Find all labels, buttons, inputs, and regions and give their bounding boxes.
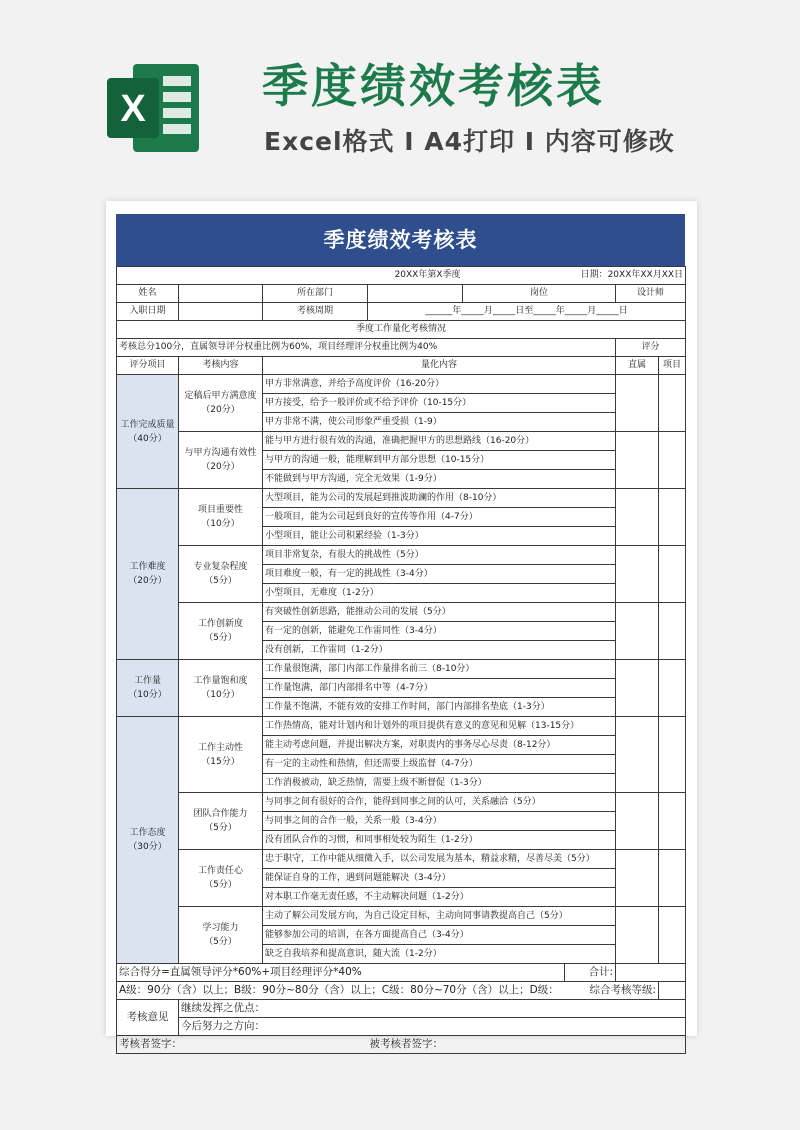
dept-label: 所在部门 xyxy=(263,285,368,303)
sub-item-name: 专业复杂程度 xyxy=(193,562,248,572)
sub-item-name: 定稿后甲方满意度 xyxy=(184,391,257,401)
quant-text: 能够参加公司的培训，在各方面提高自己（3-4分） xyxy=(263,926,616,945)
section-title: 季度工作量化考核情况 xyxy=(117,321,686,339)
page-title: 季度绩效考核表 xyxy=(262,59,605,113)
sub-item-name: 学习能力 xyxy=(202,923,239,933)
group-score: （20分） xyxy=(128,576,167,586)
sub-item-score: （5分） xyxy=(204,880,237,890)
quant-text: 能与甲方进行很有效的沟通，准确把握甲方的思想路线（16-20分） xyxy=(263,432,616,451)
sub-item-name: 工作主动性 xyxy=(197,742,243,753)
project-score-cell[interactable] xyxy=(659,432,686,489)
sub-item-name: 工作创新度 xyxy=(197,619,243,629)
direct-score-cell[interactable] xyxy=(616,850,659,907)
strength-field[interactable]: 继续发挥之优点： xyxy=(179,1000,686,1018)
group-cell xyxy=(117,375,179,489)
quant-text: 主动了解公司发展方向，为自己设定目标，主动向同事请教提高自己（5分） xyxy=(263,907,616,926)
group-score: （40分） xyxy=(128,433,167,444)
date-cell: 日期：20XX年XX月XX日 xyxy=(463,267,686,285)
page-subtitle: Excel格式 I A4打印 I 内容可修改 xyxy=(264,127,675,156)
project-score-cell[interactable] xyxy=(659,717,686,793)
sub-item-score: （20分） xyxy=(201,405,240,415)
group-score: （10分） xyxy=(128,690,167,700)
svg-text:X: X xyxy=(120,88,146,130)
dept-value[interactable] xyxy=(368,285,463,303)
total-value[interactable] xyxy=(616,964,686,982)
sub-item-score: （5分） xyxy=(204,823,237,833)
quant-text: 工作量不饱满，不能有效的安排工作时间，部门内部排名垫底（1-3分） xyxy=(263,698,616,717)
grade-label: 综合考核等级: xyxy=(565,982,659,1000)
header-project: 项目 xyxy=(659,357,686,375)
project-score-cell[interactable] xyxy=(659,375,686,432)
grade-rules: A级：90分（含）以上；B级：90分~80分（含）以上；C级：80分~70分（含）以上；D级： xyxy=(117,982,565,1000)
sheet-title: 季度绩效考核表 xyxy=(116,214,685,266)
improve-field[interactable]: 今后努力之方向： xyxy=(179,1018,686,1036)
sub-item-cell xyxy=(179,850,263,907)
review-period-range[interactable]: ______年_____月_____日至_____年_____月_____日 xyxy=(368,303,686,321)
criteria-row xyxy=(117,375,686,394)
reviewee-signature[interactable]: 被考核者签字： xyxy=(368,1036,686,1054)
quant-text: 工作消极被动，缺乏热情，需要上级不断督促（1-3分） xyxy=(263,774,616,793)
project-score-cell[interactable] xyxy=(659,489,686,546)
criteria-row xyxy=(117,603,686,622)
quant-text: 没有团队合作的习惯，和同事相处较为陌生（1-2分） xyxy=(263,831,616,850)
criteria-row xyxy=(117,850,686,869)
direct-score-cell[interactable] xyxy=(616,546,659,603)
position-label: 岗位 xyxy=(463,285,616,303)
project-score-cell[interactable] xyxy=(659,907,686,964)
criteria-row xyxy=(117,432,686,451)
criteria-row xyxy=(117,793,686,812)
name-value[interactable] xyxy=(179,285,263,303)
quant-text: 能主动考虑问题，并提出解决方案，对职责内的事务尽心尽责（8-12分） xyxy=(263,736,616,755)
quant-text: 甲方非常不满，使公司形象严重受损（1-9） xyxy=(263,413,616,432)
direct-score-cell[interactable] xyxy=(616,603,659,660)
evaluation-table xyxy=(116,266,686,1054)
direct-score-cell[interactable] xyxy=(616,717,659,793)
sub-item-cell xyxy=(179,660,263,717)
quant-text: 与甲方的沟通一般，能理解到甲方部分思想（10-15分） xyxy=(263,451,616,470)
project-score-cell[interactable] xyxy=(659,660,686,717)
quant-text: 工作量很饱满，部门内部工作量排名前三（8-10分） xyxy=(263,660,616,679)
quant-text: 甲方非常满意，并给予高度评价（16-20分） xyxy=(263,375,616,394)
group-name: 工作态度 xyxy=(129,828,166,838)
sub-item-name: 与甲方沟通有效性 xyxy=(184,448,257,458)
quant-text: 工作热情高，能对计划内和计划外的项目提供有意义的意见和见解（13-15分） xyxy=(263,717,616,736)
sub-item-cell xyxy=(179,546,263,603)
quant-text: 不能做到与甲方沟通，完全无效果（1-9分） xyxy=(263,470,616,489)
formula-cell: 综合得分=直属领导评分*60%+项目经理评分*40% xyxy=(117,964,565,982)
sub-item-name: 工作责任心 xyxy=(197,866,243,876)
header-content: 考核内容 xyxy=(179,357,263,375)
sub-item-cell xyxy=(179,375,263,432)
sub-item-cell xyxy=(179,432,263,489)
quant-text: 一般项目，能为公司起到良好的宣传等作用（4-7分） xyxy=(263,508,616,527)
quant-text: 与同事之间的合作一般，关系一般（3-4分） xyxy=(263,812,616,831)
quant-text: 对本职工作毫无责任感，不主动解决问题（1-2分） xyxy=(263,888,616,907)
group-name: 工作完成质量 xyxy=(120,419,175,430)
sub-item-cell xyxy=(179,717,263,793)
criteria-row xyxy=(117,546,686,565)
group-score: （30分） xyxy=(128,842,167,852)
direct-score-cell[interactable] xyxy=(616,907,659,964)
entry-date-value[interactable] xyxy=(179,303,263,321)
criteria-row xyxy=(117,489,686,508)
project-score-cell[interactable] xyxy=(659,603,686,660)
total-label: 合计: xyxy=(565,964,616,982)
sub-item-score: （5分） xyxy=(204,937,237,947)
project-score-cell[interactable] xyxy=(659,546,686,603)
sub-item-score: （5分） xyxy=(204,576,237,586)
quant-text: 项目难度一般，有一定的挑战性（3-4分） xyxy=(263,565,616,584)
quant-text: 有一定的主动性和热情，但还需要上级监督（4-7分） xyxy=(263,755,616,774)
quant-text: 与同事之间有很好的合作，能得到同事之间的认可，关系融洽（5分） xyxy=(263,793,616,812)
project-score-cell[interactable] xyxy=(659,793,686,850)
quant-text: 小型项目，无难度（1-2分） xyxy=(263,584,616,603)
quant-text: 没有创新，工作雷同（1-2分） xyxy=(263,641,616,660)
header-item: 评分项目 xyxy=(117,357,179,375)
quant-text: 缺乏自我培养和提高意识，随大流（1-2分） xyxy=(263,945,616,964)
sub-item-score: （10分） xyxy=(201,690,240,700)
sub-item-cell xyxy=(179,793,263,850)
sub-item-name: 团队合作能力 xyxy=(193,809,248,819)
quant-text: 有一定的创新，能避免工作雷同性（3-4分） xyxy=(263,622,616,641)
direct-score-cell[interactable] xyxy=(616,660,659,717)
period-cell: 20XX年第X季度 xyxy=(117,267,463,285)
criteria-row xyxy=(117,717,686,736)
sub-item-score: （10分） xyxy=(201,519,240,529)
quant-text: 工作量饱满，部门内部排名中等（4-7分） xyxy=(263,679,616,698)
evaluation-sheet xyxy=(116,214,685,1054)
quant-text: 能保证自身的工作，遇到问题能解决（3-4分） xyxy=(263,869,616,888)
excel-logo-icon xyxy=(103,58,203,158)
quant-text: 项目非常复杂，有很大的挑战性（5分） xyxy=(263,546,616,565)
sub-item-cell xyxy=(179,603,263,660)
sub-item-score: （20分） xyxy=(201,462,240,472)
quant-text: 小型项目，能让公司积累经验（1-3分） xyxy=(263,527,616,546)
direct-score-cell[interactable] xyxy=(616,375,659,432)
quant-text: 忠于职守，工作中能从细微入手，以公司发展为基本，精益求精，尽善尽美（5分） xyxy=(263,850,616,869)
quant-text: 大型项目，能为公司的发展起到推波助澜的作用（8-10分） xyxy=(263,489,616,508)
sub-item-name: 项目重要性 xyxy=(197,505,243,515)
group-cell xyxy=(117,660,179,717)
sub-item-name: 工作量饱和度 xyxy=(193,676,248,686)
sub-item-cell xyxy=(179,489,263,546)
group-name: 工作难度 xyxy=(129,562,166,572)
score-header: 评分 xyxy=(616,339,686,357)
quant-text: 甲方接受，给予一般评价或不给予评价（10-15分） xyxy=(263,394,616,413)
entry-date-label: 入职日期 xyxy=(117,303,179,321)
weight-note: 考核总分100分，直属领导评分权重比例为60%，项目经理评分权重比例为40% xyxy=(117,339,616,357)
reviewer-signature[interactable]: 考核者签字： xyxy=(117,1036,368,1054)
review-period-label: 考核周期 xyxy=(263,303,368,321)
sub-item-score: （5分） xyxy=(204,633,237,643)
opinion-label: 考核意见 xyxy=(117,1000,179,1036)
direct-score-cell[interactable] xyxy=(616,432,659,489)
position-value[interactable]: 设计师 xyxy=(616,285,686,303)
criteria-row xyxy=(117,660,686,679)
sub-item-cell xyxy=(179,907,263,964)
grade-value[interactable] xyxy=(659,982,686,1000)
group-name: 工作量 xyxy=(133,676,161,686)
direct-score-cell[interactable] xyxy=(616,793,659,850)
group-cell xyxy=(117,717,179,964)
group-cell xyxy=(117,489,179,660)
direct-score-cell[interactable] xyxy=(616,489,659,546)
header-direct: 直属 xyxy=(616,357,659,375)
header-quant: 量化内容 xyxy=(263,357,616,375)
name-label: 姓名 xyxy=(117,285,179,303)
quant-text: 有突破性创新思路，能推动公司的发展（5分） xyxy=(263,603,616,622)
sub-item-score: （15分） xyxy=(201,756,240,767)
criteria-row xyxy=(117,907,686,926)
project-score-cell[interactable] xyxy=(659,850,686,907)
